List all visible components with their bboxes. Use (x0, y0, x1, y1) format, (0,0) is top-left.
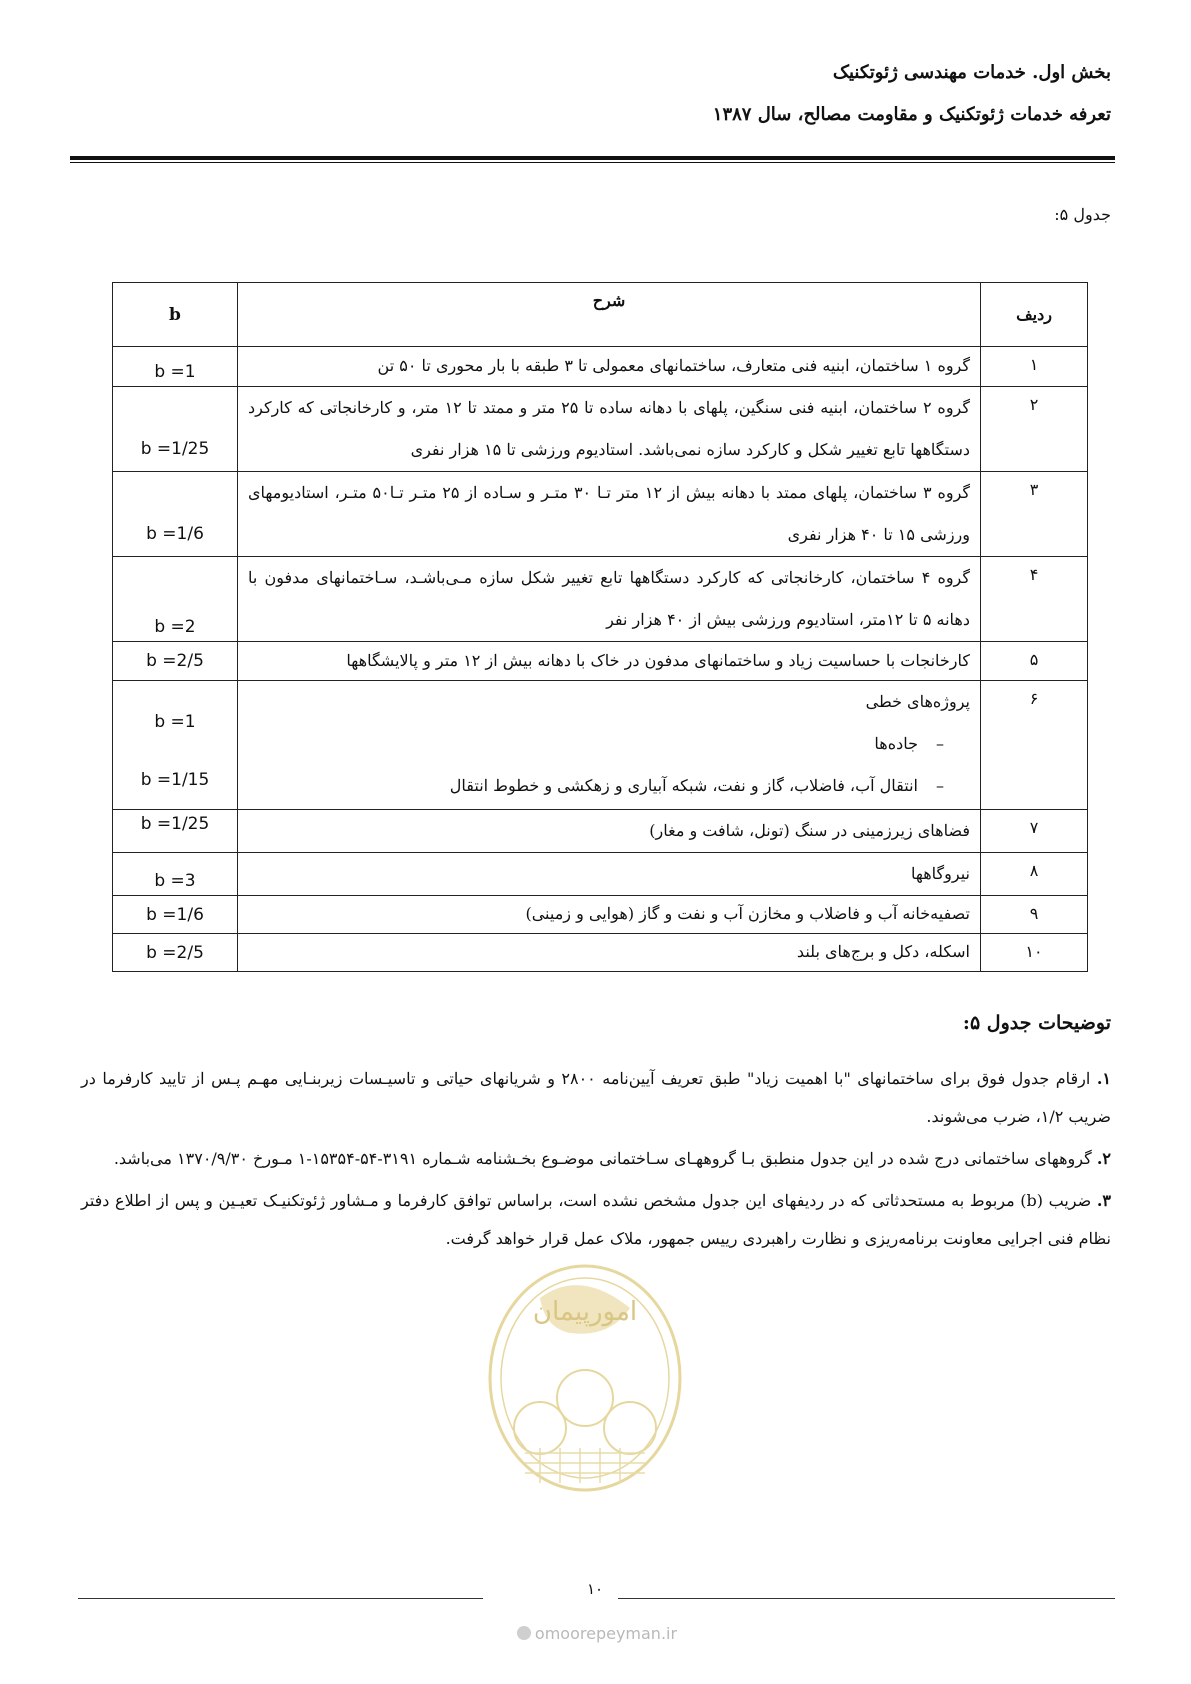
note-number: ۳. (1096, 1191, 1112, 1210)
footer-rule-left (78, 1598, 483, 1599)
row-description: گروه ۱ ساختمان، ابنیه فنی متعارف، ساختمانهای معمولی تا ۳ طبقه با بار محوری تا ۵۰ تن (238, 347, 981, 387)
note-text: گروههای ساختمانی درج شده در این جدول منطبق بـا گروههـای سـاختمانی موضـوع بخـشنامه شـماره ۳۱۹۱-۵۴-۱۵۳۵۴-۱ مـورخ ۱۳۷۰/۹/۳۰ می‌باشد. (113, 1149, 1092, 1168)
header-section-title: بخش اول. خدمات مهندسی ژئوتکنیک (832, 62, 1111, 83)
note-number: ۱. (1096, 1069, 1111, 1088)
table-row (113, 642, 1088, 681)
row-description: نیروگاهها (238, 853, 981, 896)
row-index: ۴ (981, 557, 1088, 642)
note-item (81, 1060, 1111, 1136)
table-row (113, 896, 1088, 934)
row-b-value: b =2/5 (113, 934, 238, 972)
b-value-roads: b =1 (154, 712, 196, 732)
page-number: ۱۰ (586, 1580, 604, 1598)
row-description (238, 681, 981, 810)
header-description: شرح (238, 283, 981, 347)
row-b-values (113, 681, 238, 810)
row-b-value: b =1 (113, 347, 238, 387)
header-rule-thick (70, 156, 1115, 160)
row-index: ۶ (981, 681, 1088, 810)
note-item (81, 1182, 1111, 1258)
coefficient-table (112, 282, 1088, 972)
row-b-value: b =3 (113, 853, 238, 896)
row-index: ۳ (981, 472, 1088, 557)
table-row (113, 557, 1088, 642)
website-text: omoorepeyman.ir (534, 1624, 678, 1643)
row-index: ۸ (981, 853, 1088, 896)
row-description: اسکله، دکل و برج‌های بلند (238, 934, 981, 972)
row-b-value: b =1/25 (113, 387, 238, 472)
table-row (113, 934, 1088, 972)
table-row (113, 810, 1088, 853)
header-document-title: تعرفه خدمات ژئوتکنیک و مقاومت مصالح، سال ۱۳۸۷ (712, 104, 1111, 125)
row-description: تصفیه‌خانه آب و فاضلاب و مخازن آب و نفت و گاز (هوایی و زمینی) (238, 896, 981, 934)
row-index: ۵ (981, 642, 1088, 681)
note-text: ارقام جدول فوق برای ساختمانهای "با اهمیت زیاد" طبق تعریف آیین‌نامه ۲۸۰۰ و شریانهای حیاتی و تاسیـسات زیربنـایی مهـم پـس از تایید کارفرما در ضریب ۱/۲، ضرب می‌شوند. (81, 1069, 1111, 1126)
sub-item-transmission: – انتقال آب، فاضلاب، گاز و نفت، شبکه آبیاری و زهکشی و خطوط انتقال (248, 765, 970, 807)
row-index: ۹ (981, 896, 1088, 934)
row-description: گروه ۳ ساختمان، پلهای ممتد با دهانه بیش از ۱۲ متر تـا ۳۰ متـر و سـاده از ۲۵ متـر تـا۵۰ متـر، استادیومهای ورزشی ۱۵ تا ۴۰ هزار نفری (238, 472, 981, 557)
table-row (113, 387, 1088, 472)
table-row (113, 681, 1088, 810)
row-description: فضاهای زیرزمینی در سنگ (تونل، شافت و مغار) (238, 810, 981, 853)
row-b-value: b =1/6 (113, 896, 238, 934)
row-b-value: b =1/6 (113, 472, 238, 557)
table-header-row (113, 283, 1088, 347)
table-caption: جدول ۵: (1054, 205, 1111, 224)
note-number: ۲. (1096, 1149, 1111, 1168)
row-index: ۷ (981, 810, 1088, 853)
sub-item-roads: – جاده‌ها (248, 723, 970, 765)
note-text: ضریب (b) مربوط به مستحدثاتی که در ردیفهای این جدول مشخص نشده است، براساس توافق کارفرما و مـشاور ژئوتکنیـک تعیـین و پس از اطلاع دفتر نظام فنی اجرایی معاونت برنامه‌ریزی و نظارت راهبردی رییس جمهور، ملاک عمل قرار خواهد گرفت. (81, 1191, 1111, 1248)
row-index: ۲ (981, 387, 1088, 472)
notes-title: توضیحات جدول ۵: (962, 1012, 1111, 1034)
table-row (113, 347, 1088, 387)
website-watermark (492, 1624, 702, 1643)
row-index: ۱۰ (981, 934, 1088, 972)
row-index: ۱ (981, 347, 1088, 387)
note-item (81, 1140, 1111, 1178)
linear-projects-label: پروژه‌های خطی (865, 692, 970, 711)
row-description: گروه ۴ ساختمان، کارخانجاتی که کارکرد دستگاهها تابع تغییر شکل سازه مـی‌باشـد، سـاختمانهای مدفون با دهانه ۵ تا ۱۲متر، استادیوم ورزشی بیش از ۴۰ هزار نفر (238, 557, 981, 642)
row-b-value: b =1/25 (113, 810, 238, 853)
seal-text: امورپیمان (532, 1297, 638, 1327)
header-rule-thin (70, 162, 1115, 163)
globe-icon (517, 1626, 531, 1640)
header-b: b (113, 283, 238, 347)
table-row (113, 472, 1088, 557)
header-index: ردیف (981, 283, 1088, 347)
table-row (113, 853, 1088, 896)
watermark-seal (480, 1258, 690, 1528)
b-value-transmission: b =1/15 (140, 770, 210, 790)
row-description: کارخانجات با حساسیت زیاد و ساختمانهای مدفون در خاک با دهانه بیش از ۱۲ متر و پالایشگاهها (238, 642, 981, 681)
row-b-value: b =2 (113, 557, 238, 642)
footer-rule-right (618, 1598, 1115, 1599)
row-description: گروه ۲ ساختمان، ابنیه فنی سنگین، پلهای با دهانه ساده تا ۲۵ متر و ممتد تا ۱۲ متر، و کارخانجاتی که کارکرد دستگاهها تابع تغییر شکل و کارکرد سازه نمی‌باشد. استادیوم ورزشی تا ۱۵ هزار نفری (238, 387, 981, 472)
notes-list (81, 1060, 1111, 1262)
row-b-value: b =2/5 (113, 642, 238, 681)
